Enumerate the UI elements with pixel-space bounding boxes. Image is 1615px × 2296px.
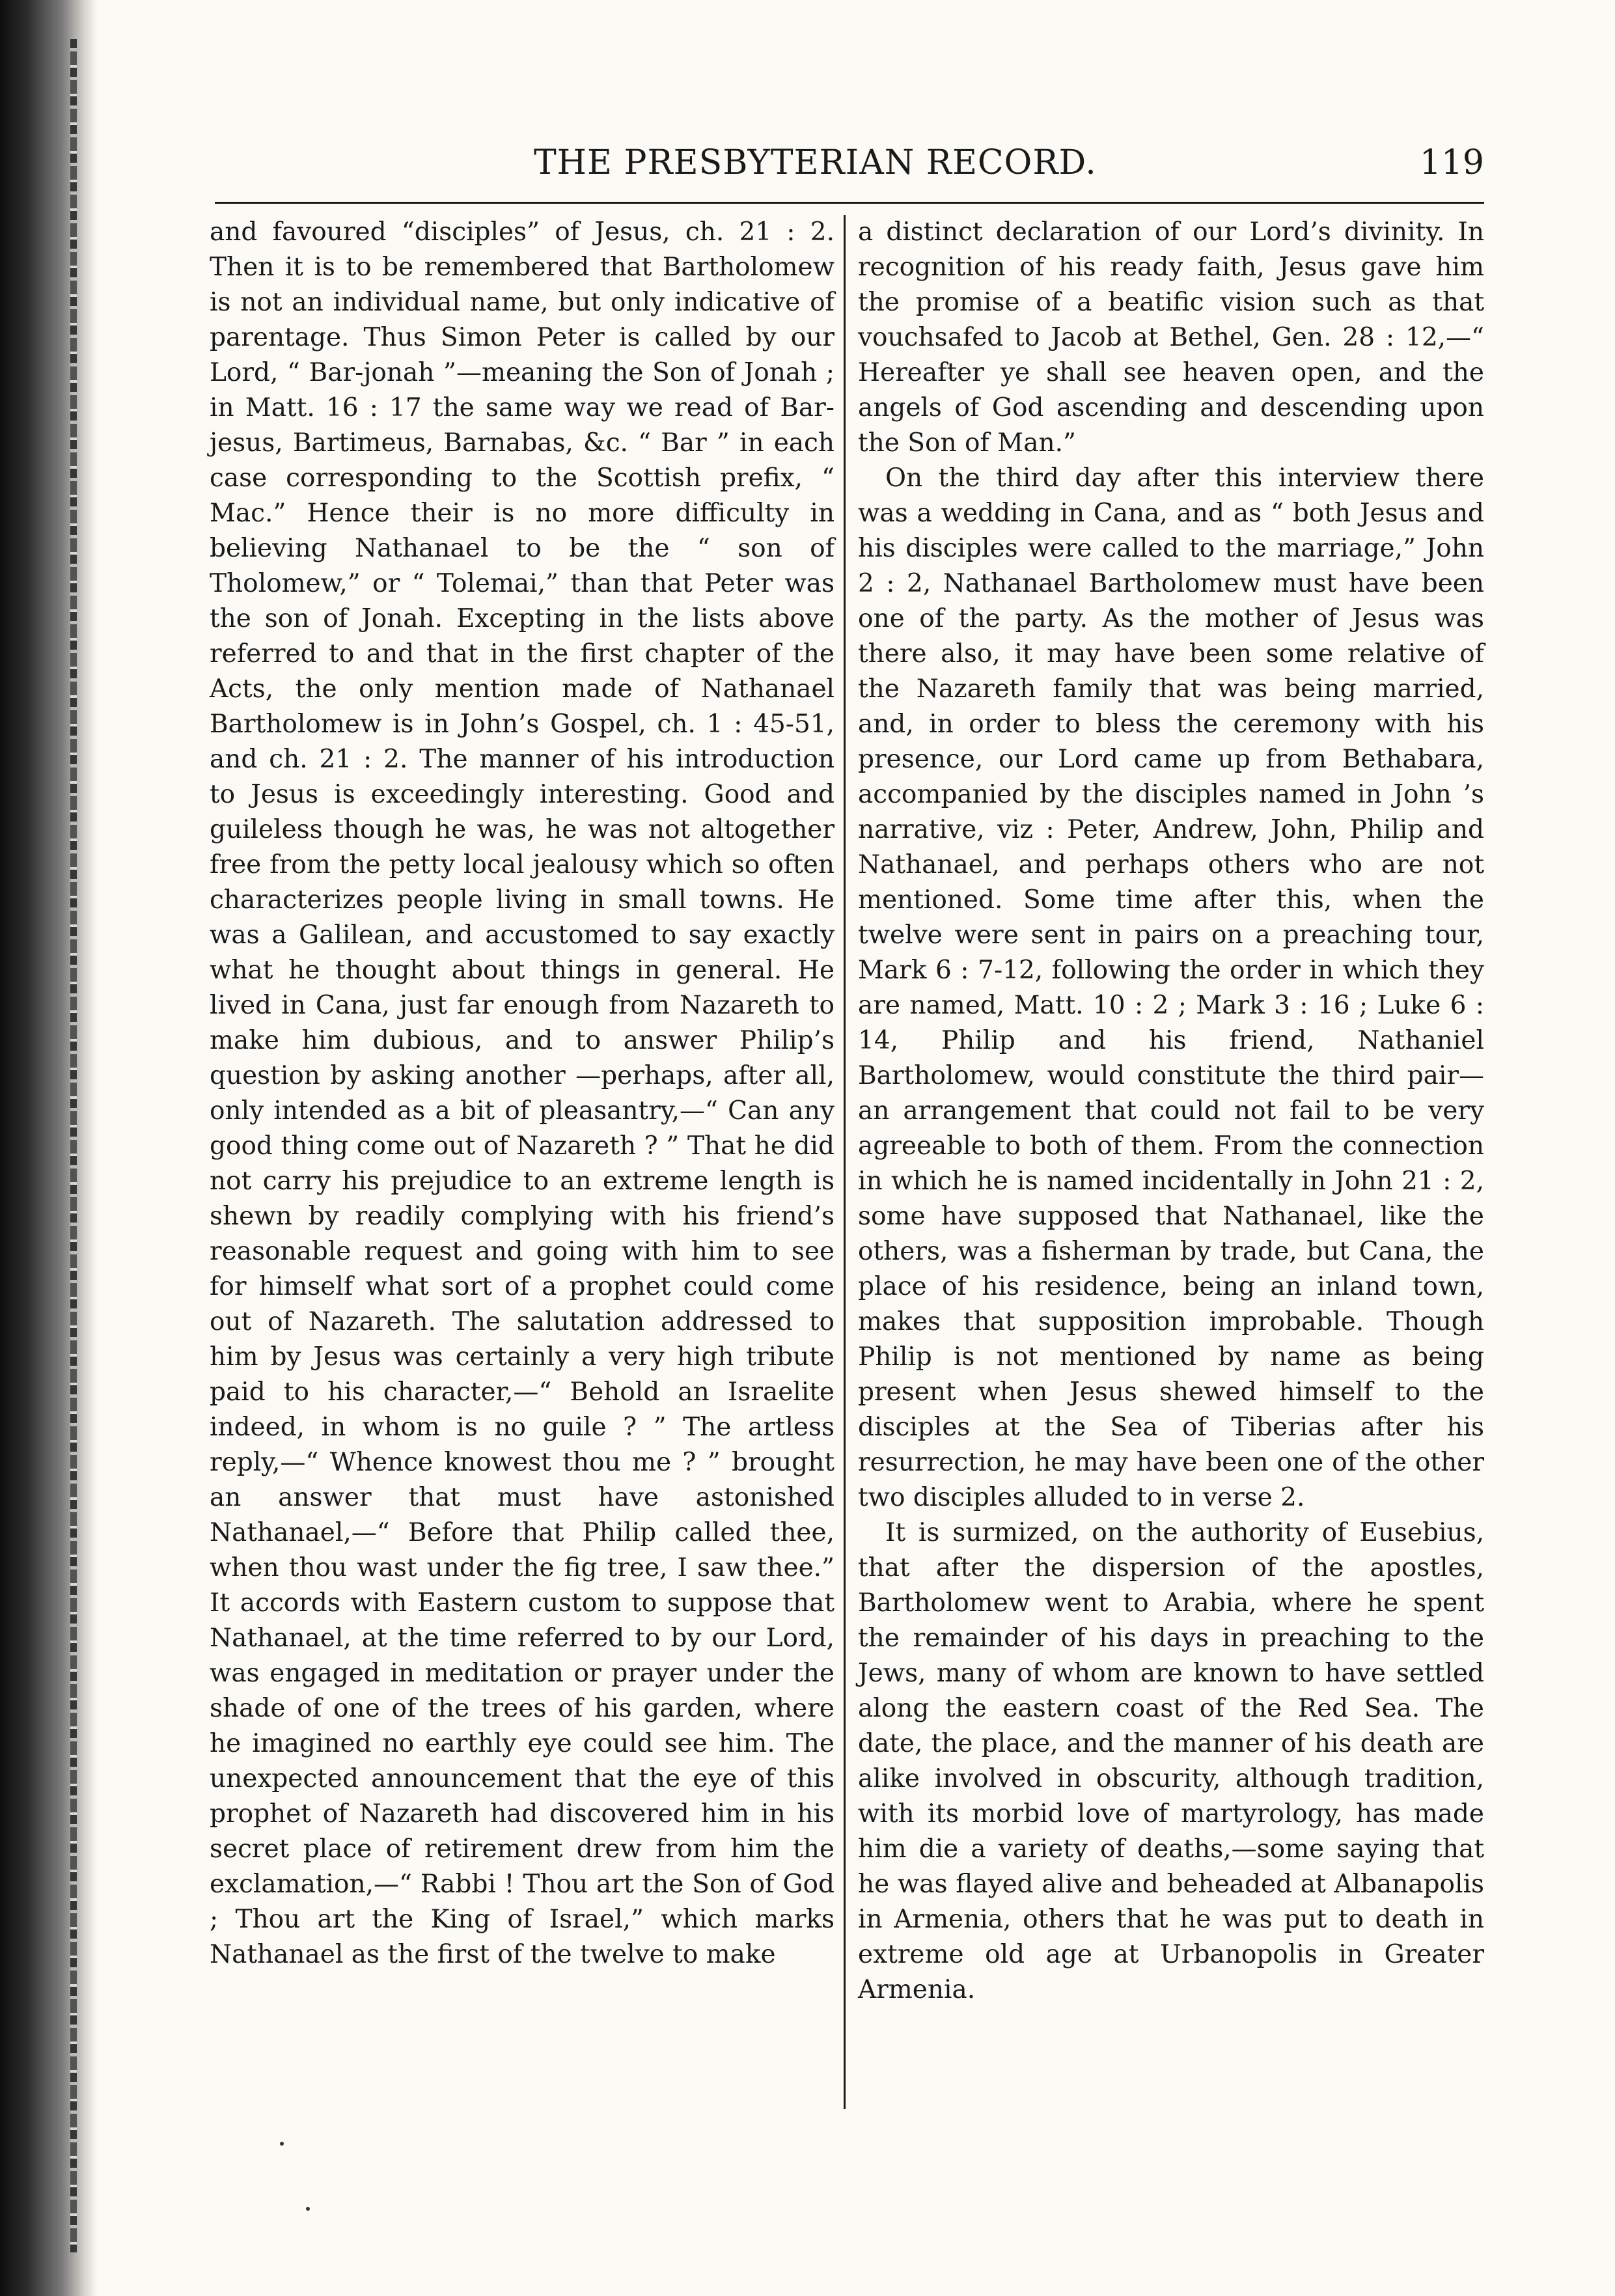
speck-mark	[306, 2207, 310, 2211]
page-number: 119	[1419, 143, 1484, 182]
right-paragraph-3: It is surmized, on the authority of Eusebius, that after the dispersion of the apostles, Bartholomew went to Arabia, where he spent the remainder of his days in preaching to the Jews, many of whom are known to have settled along the eastern coast of the Red Sea. The date, the place, and the manner of his death are alike involved in obscurity, although tradition, with its morbid love of martyrology, has made him die a variety of deaths,—some saying that he was flayed alive and beheaded at Albanapolis in Armenia, others that he was put to death in extreme old age at Urbanopolis in Greater Armenia.	[858, 1518, 1484, 2004]
page-header	[215, 142, 1484, 194]
right-paragraph-1: a distinct declaration of our Lord’s divinity. In recognition of his ready faith, Jesus gave him the promise of a beatific vision such as that vouchsafed to Jacob at Bethel, Gen. 28 : 12,—“ Hereafter ye shall see heaven open, and the angels of God ascending and descending upon the Son of Man.”	[858, 217, 1484, 458]
running-title: THE PRESBYTERIAN RECORD.	[534, 143, 1097, 182]
right-column	[858, 215, 1484, 2008]
right-paragraph-2: On the third day after this interview there was a wedding in Cana, and as “ both Jesus and his disciples were called to the marriage,” John 2 : 2, Nathanael Bartholomew must have been one of the party. As the mother of Jesus was there also, it may have been some relative of the Nazareth family that was being married, and, in order to bless the ceremony with his presence, our Lord came up from Bethabara, accompanied by the disciples named in John ’s narrative, viz : Peter, Andrew, John, Philip and Nathanael, and perhaps others who are not mentioned. Some time after this, when the twelve were sent in pairs on a preaching tour, Mark 6 : 7-12, following the order in which they are named, Matt. 10 : 2 ; Mark 3 : 16 ; Luke 6 : 14, Philip and his friend, Nathaniel Bartholomew, would constitute the third pair—an arrangement that could not fail to be very agreeable to both of them. From the connection in which he is named incidentally in John 21 : 2, some have supposed that Nathanael, like the others, was a fisherman by trade, but Cana, the place of his residence, being an inland town, makes that supposition improbable. Though Philip is not mentioned by name as being present when Jesus shewed himself to the disciples at the Sea of Tiberias after his resurrection, he may have been one of the other two disciples alluded to in verse 2.	[858, 463, 1484, 1512]
column-divider	[844, 215, 846, 2109]
header-rule	[215, 202, 1484, 204]
book-binding-edge	[0, 0, 98, 2296]
left-paragraph-1: and favoured “disciples” of Jesus, ch. 21 : 2. Then it is to be remembered that Bartholomew is not an individual name, but only indicative of parentage. Thus Simon Peter is called by our Lord, “ Bar-jonah ”—meaning the Son of Jonah ; in Matt. 16 : 17 the same way we read of Bar-jesus, Bartimeus, Barnabas, &c. “ Bar ” in each case corresponding to the Scottish prefix, “ Mac.” Hence their is no more difficulty in believing Nathanael to be the “ son of Tholomew,” or “ Tolemai,” than that Peter was the son of Jonah. Excepting in the lists above referred to and that in the first chapter of the Acts, the only mention made of Nathanael Bartholomew is in John’s Gospel, ch. 1 : 45-51, and ch. 21 : 2. The manner of his introduction to Jesus is exceedingly interesting. Good and guileless though he was, he was not altogether free from the petty local jealousy which so often characterizes people living in small towns. He was a Galilean, and accustomed to say exactly what he thought about things in general. He lived in Cana, just far enough from Nazareth to make him dubious, and to answer Philip’s question by asking another —perhaps, after all, only intended as a bit of pleasantry,—“ Can any good thing come out of Nazareth ? ” That he did not carry his prejudice to an extreme length is shewn by readily complying with his friend’s reasonable request and going with him to see for himself what sort of a prophet could come out of Nazareth. The salutation addressed to him by Jesus was certainly a very high tribute paid to his character,—“ Behold an Israelite indeed, in whom is no guile ? ” The artless reply,—“ Whence knowest thou me ? ” brought an answer that must have astonished Nathanael,—“ Before that Philip called thee, when thou wast under the fig tree, I saw thee.” It accords with Eastern custom to suppose that Nathanael, at the time referred to by our Lord, was engaged in meditation or prayer under the shade of one of the trees of his garden, where he imagined no earthly eye could see him. The unexpected announcement that the eye of this prophet of Nazareth had discovered him in his secret place of retirement drew from him the exclamation,—“ Rabbi ! Thou art the Son of God ; Thou art the King of Israel,” which marks Nathanael as the first of the twelve to make	[210, 217, 835, 1969]
speck-mark	[280, 2142, 284, 2146]
left-column	[210, 215, 835, 1972]
binding-shadow	[70, 39, 77, 2252]
